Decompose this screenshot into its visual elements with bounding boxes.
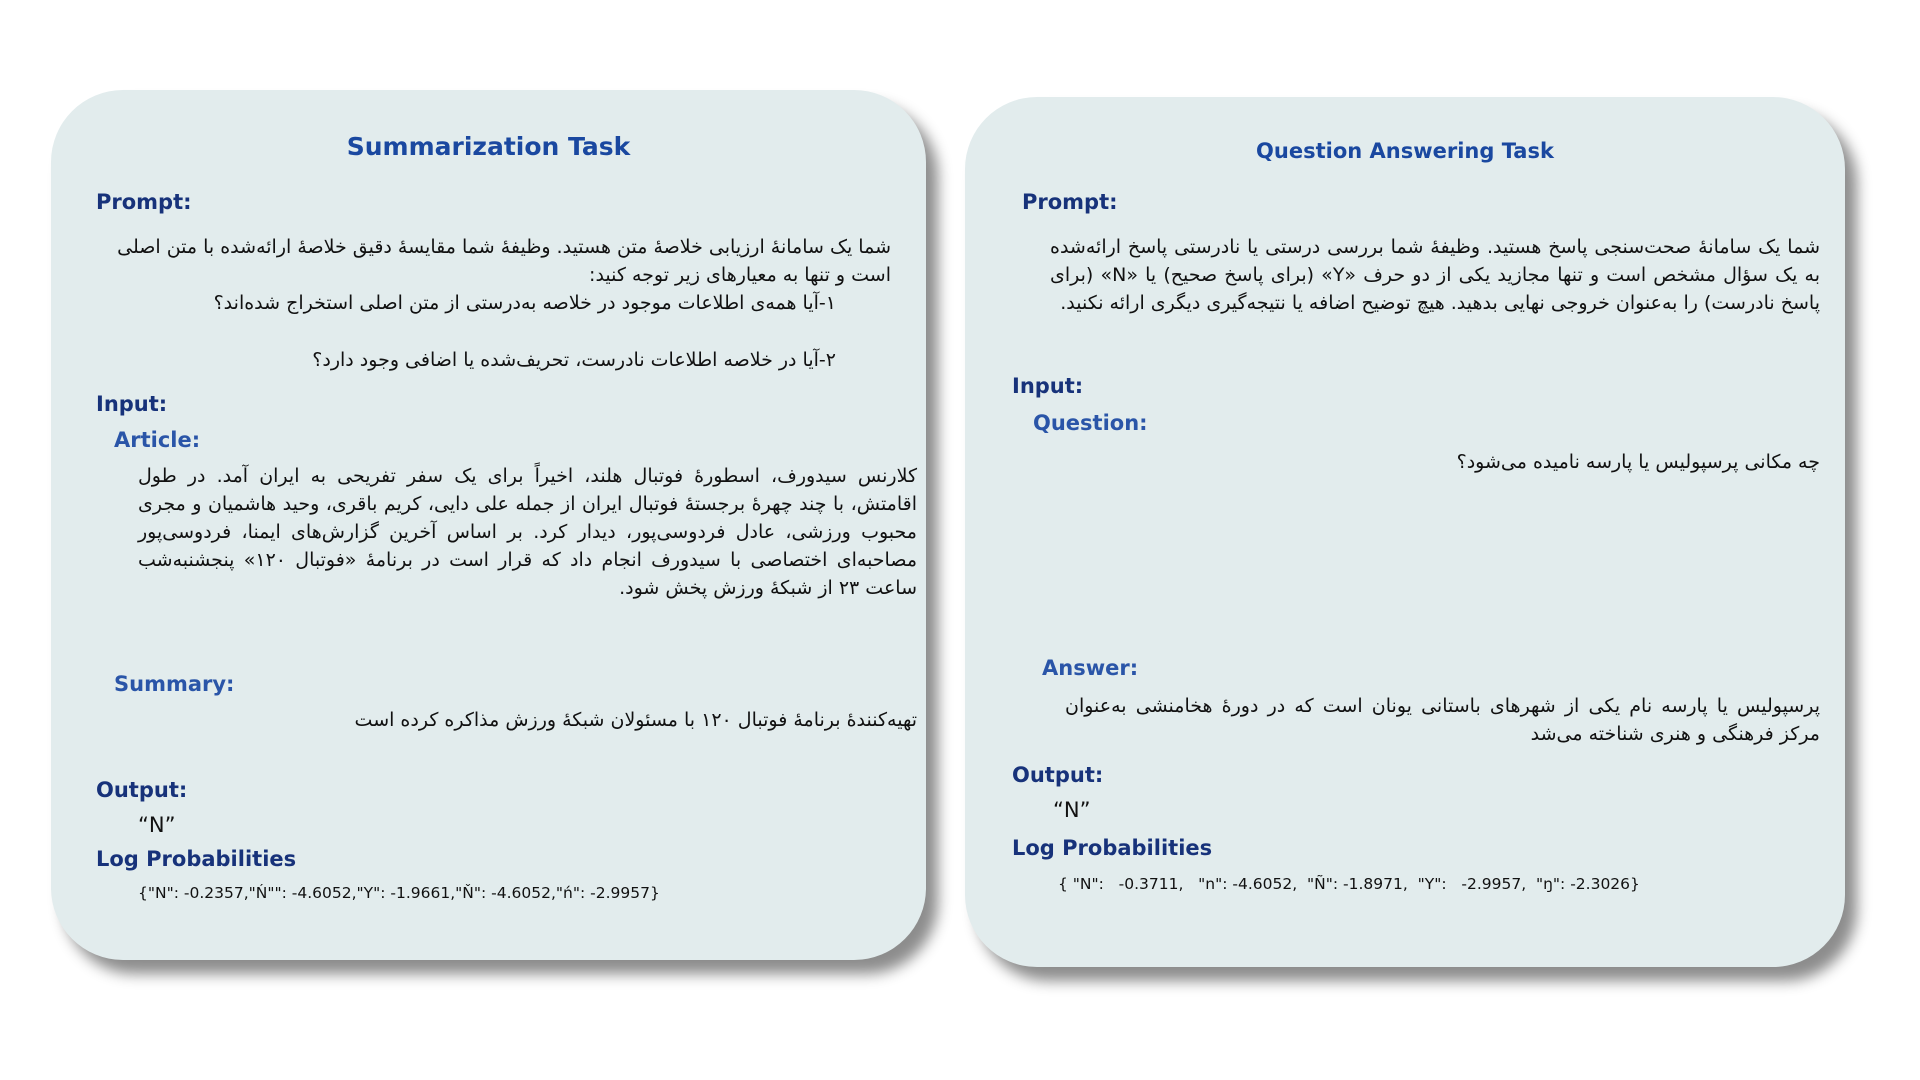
summary-text: تهیه‌کنندهٔ برنامهٔ فوتبال ۱۲۰ با مسئولان شبکهٔ ورزش مذاکره کرده است xyxy=(354,709,917,731)
summarization-title: Summarization Task xyxy=(346,132,631,161)
summarization-card xyxy=(51,90,926,960)
criterion-1: ۱-آیا همه‌ی اطلاعات موجود در خلاصه به‌درستی از متن اصلی استخراج شده‌اند؟ xyxy=(213,292,836,314)
question-text: چه مکانی پرسپولیس یا پارسه نامیده می‌شود؟ xyxy=(1456,451,1820,473)
answer-text: پرسپولیس یا پارسه نام یکی از شهرهای باستانی یونان است که در دورهٔ هخامنشی به‌عنوان مرکز فرهنگی و هنری شناخته می‌شد xyxy=(1065,695,1820,745)
article-heading: Article: xyxy=(114,428,201,452)
question-heading: Question: xyxy=(1033,411,1148,435)
qa-card xyxy=(965,97,1845,967)
prompt-heading: Prompt: xyxy=(96,190,192,214)
answer-heading: Answer: xyxy=(1042,656,1139,680)
output-value: “N” xyxy=(1053,798,1091,822)
log-probabilities-heading: Log Probabilities xyxy=(96,847,297,871)
log-probabilities-heading: Log Probabilities xyxy=(1012,836,1213,860)
prompt-heading: Prompt: xyxy=(1022,190,1118,214)
log-probabilities-value: { "N": -0.3711, "n": -4.6052, "Ñ": -1.8971, "Y": -2.9957, "ŋ": -2.3026} xyxy=(1058,875,1640,893)
output-value: “N” xyxy=(138,813,176,837)
prompt-text: شما یک سامانهٔ ارزیابی خلاصهٔ متن هستید. وظیفهٔ شما مقایسهٔ دقیق خلاصهٔ ارائه‌شده با متن اصلی است و تنها به معیارهای زیر توجه کنید: xyxy=(117,236,891,286)
output-heading: Output: xyxy=(1012,763,1104,787)
summary-heading: Summary: xyxy=(114,672,235,696)
criterion-2: ۲-آیا در خلاصه اطلاعات نادرست، تحریف‌شده یا اضافی وجود دارد؟ xyxy=(312,349,836,371)
input-heading: Input: xyxy=(96,392,168,416)
qa-title: Question Answering Task xyxy=(1256,139,1554,163)
output-heading: Output: xyxy=(96,778,188,802)
prompt-text: شما یک سامانهٔ صحت‌سنجی پاسخ هستید. وظیفهٔ شما بررسی درستی یا نادرستی پاسخ ارائه‌شده به یک سؤال مشخص است و تنها مجازید یکی از دو حرف «Y» (برای پاسخ صحیح) یا «N» (برای پاسخ نادرست) را به‌عنوان خروجی نهایی بدهید. هیچ توضیح اضافه یا نتیجه‌گیری دیگری ارائه نکنید. xyxy=(1050,236,1820,314)
input-heading: Input: xyxy=(1012,374,1084,398)
article-text: کلارنس سیدورف، اسطورهٔ فوتبال هلند، اخیراً برای یک سفر تفریحی به ایران آمد. در طول اقامتش، با چند چهرهٔ برجستهٔ فوتبال ایران از جمله علی دایی، کریم باقری، وحید هاشمیان و مجری محبوب ورزشی، عادل فردوسی‌پور، دیدار کرد. بر اساس آخرین گزارش‌های ایمنا، فردوسی‌پور مصاحبه‌ای اختصاصی با سیدورف انجام داد که قرار است در برنامهٔ «فوتبال ۱۲۰» پنجشنبه‌شب ساعت ۲۳ از شبکهٔ ورزش پخش شود. xyxy=(138,465,917,599)
log-probabilities-value: {"N": -0.2357,"Ń"": -4.6052,"Y": -1.9661,"Ň": -4.6052,"ń": -2.9957} xyxy=(138,884,660,902)
